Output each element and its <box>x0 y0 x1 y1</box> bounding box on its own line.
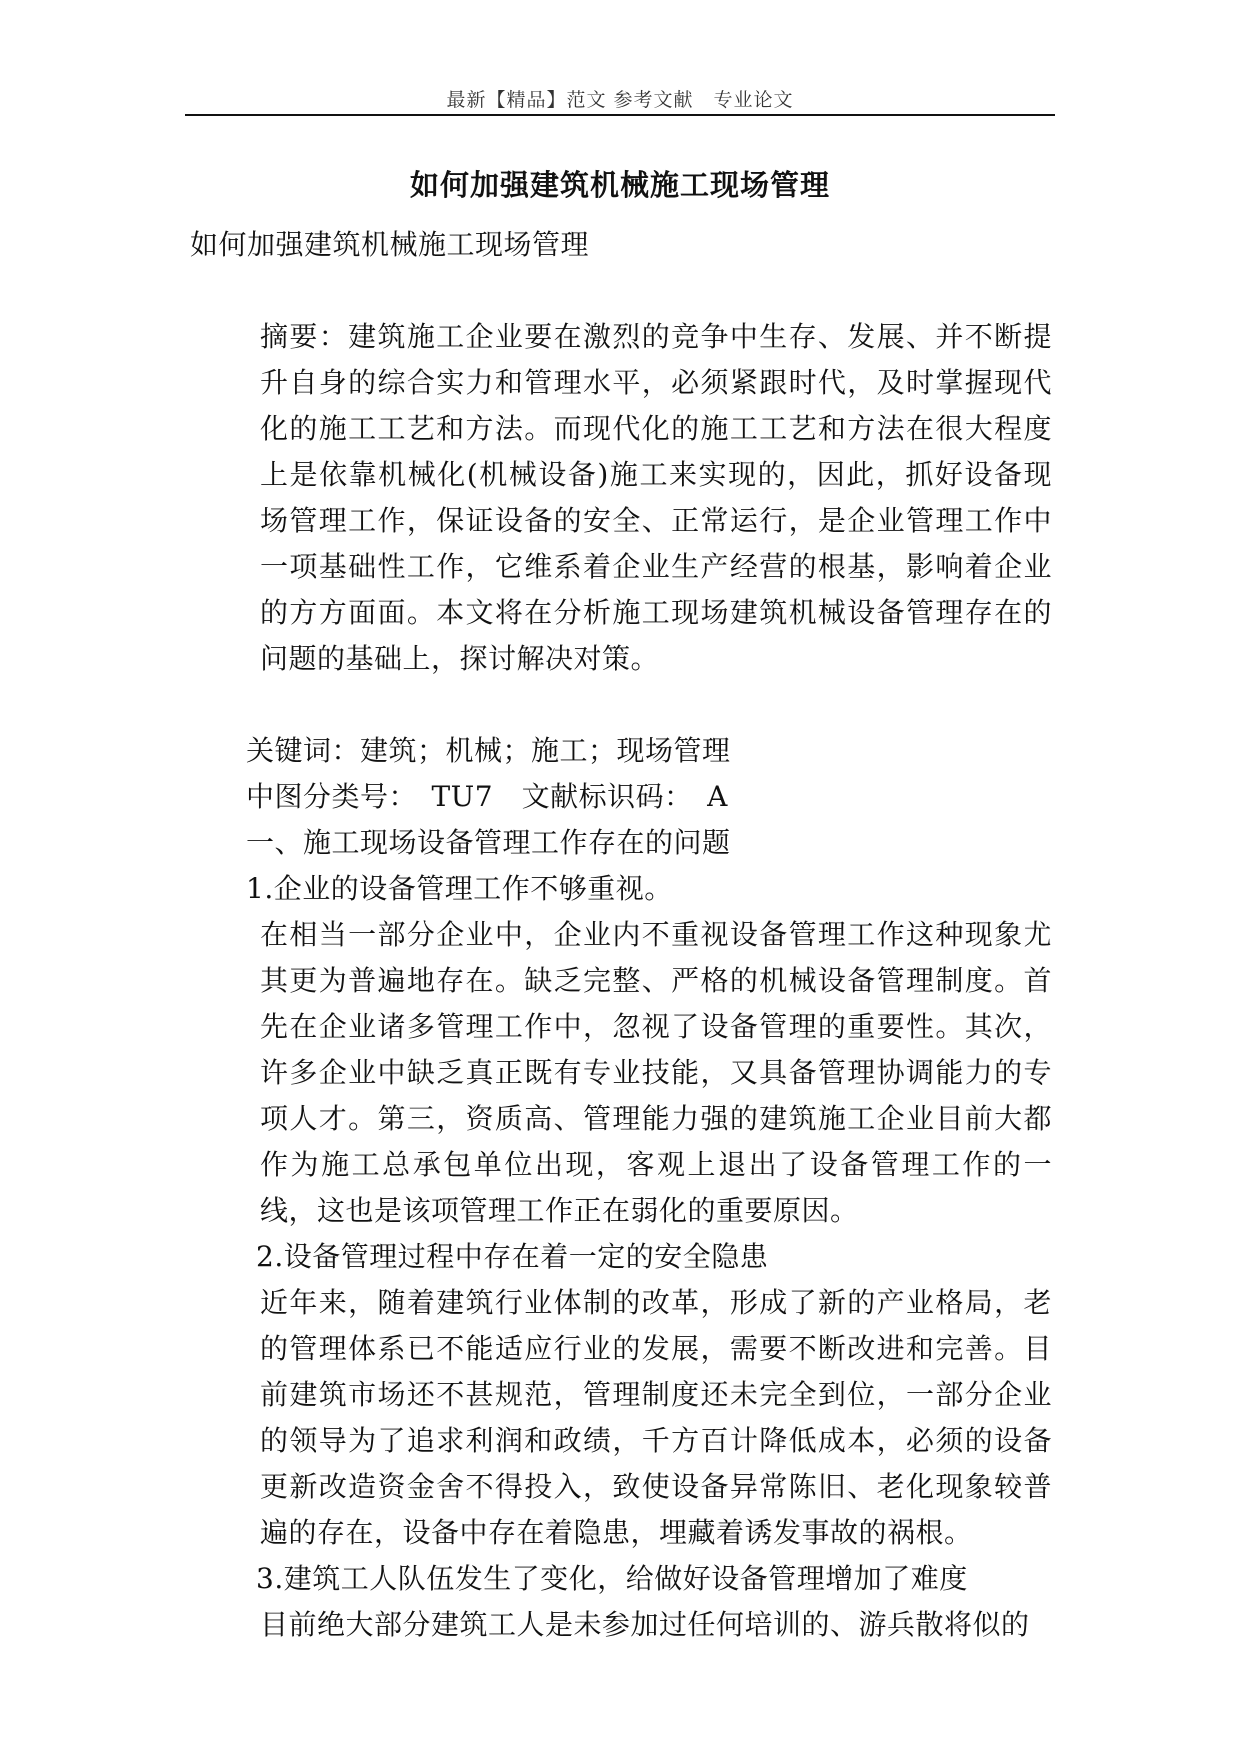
subsection-paragraph: 在相当一部分企业中，企业内不重视设备管理工作这种现象尤其更为普遍地存在。缺乏完整、严格的机械设备管理制度。首先在企业诸多管理工作中，忽视了设备管理的重要性。其次，许多企业中缺乏真正既有专业技能，又具备管理协调能力的专项人才。第三，资质高、管理能力强的建筑施工企业目前大都作为施工总承包单位出现，客观上退出了设备管理工作的一线，这也是该项管理工作正在弱化的重要原因。 <box>260 918 1052 1227</box>
subsection-paragraph: 近年来，随着建筑行业体制的改革，形成了新的产业格局，老的管理体系已不能适应行业的发展，需要不断改进和完善。目前建筑市场还不甚规范，管理制度还未完全到位，一部分企业的领导为了追求利润和政绩，千方百计降低成本，必须的设备更新改造资金舍不得投入，致使设备异常陈旧、老化现象较普遍的存在，设备中存在着隐患，埋藏着诱发事故的祸根。 <box>260 1286 1052 1549</box>
page-header: 最新【精品】范文 参考文献 专业论文 <box>446 89 794 111</box>
section-heading: 一、施工现场设备管理工作存在的问题 <box>246 826 731 859</box>
subsection-heading: 3.建筑工人队伍发生了变化，给做好设备管理增加了难度 <box>256 1562 968 1595</box>
classification-line: 中图分类号： TU7 文献标识码： A <box>246 780 728 813</box>
subsection-heading: 1.企业的设备管理工作不够重视。 <box>246 872 673 905</box>
spacer <box>190 268 1052 314</box>
spacer <box>190 682 1052 728</box>
header-divider <box>185 114 1055 116</box>
keywords-line: 关键词：建筑；机械；施工；现场管理 <box>246 734 731 767</box>
document-body <box>190 222 1052 1648</box>
subsection-heading: 2.设备管理过程中存在着一定的安全隐患 <box>256 1240 769 1273</box>
document-subtitle: 如何加强建筑机械施工现场管理 <box>190 228 590 261</box>
document-title: 如何加强建筑机械施工现场管理 <box>409 168 830 202</box>
abstract-paragraph: 摘要：建筑施工企业要在激烈的竞争中生存、发展、并不断提升自身的综合实力和管理水平，必须紧跟时代，及时掌握现代化的施工工艺和方法。而现代化的施工工艺和方法在很大程度上是依靠机械化(机械设备)施工来实现的，因此，抓好设备现场管理工作，保证设备的安全、正常运行，是企业管理工作中一项基础性工作，它维系着企业生产经营的根基，影响着企业的方方面面。本文将在分析施工现场建筑机械设备管理存在的问题的基础上，探讨解决对策。 <box>260 320 1052 675</box>
subsection-paragraph: 目前绝大部分建筑工人是未参加过任何培训的、游兵散将似的 <box>260 1608 1030 1641</box>
